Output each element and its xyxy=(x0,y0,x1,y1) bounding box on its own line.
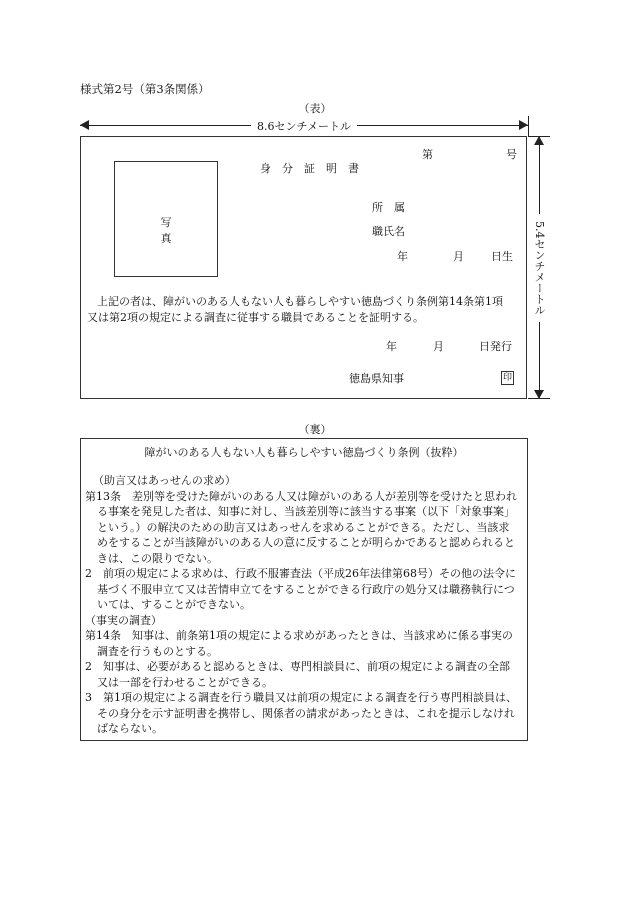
seal-icon: 印 xyxy=(502,373,512,383)
issuer-label: 徳島県知事 xyxy=(349,372,404,385)
article-14-paragraph-2: 2 知事は、必要があると認めるときは、専門相談員に、前項の規定による調査の全部又は一部を行わせることができる。 xyxy=(85,660,510,689)
ordinance-title: 障がいのある人もない人も暮らしやすい徳島づくり条例（抜粋） xyxy=(144,446,464,459)
photo-box xyxy=(114,161,239,277)
birth-month-label: 月 xyxy=(453,250,464,263)
photo-label: 写 真 xyxy=(160,216,239,245)
back-side-label: （裏） xyxy=(298,423,332,436)
card-number-suffix: 号 xyxy=(506,148,517,161)
height-dimension xyxy=(531,136,547,399)
height-dimension-label: 5.4センチメートル xyxy=(529,214,549,322)
affiliation-label: 所 属 xyxy=(372,201,405,214)
arrow-down-icon xyxy=(534,390,544,399)
arrow-up-icon xyxy=(534,136,544,145)
id-card-back xyxy=(80,438,528,741)
front-side-label: （表） xyxy=(298,102,332,115)
ordinance-excerpt xyxy=(85,473,519,737)
seal-box xyxy=(501,370,514,385)
issue-year-label: 年 xyxy=(386,340,397,353)
article-14-paragraph-3: 3 第1項の規定による調査を行う職員又は前項の規定による調査を行う専門相談員は、その身分を示す証明書を携帯し、関係者の請求があったときは、これを提示しなければならない。 xyxy=(85,691,517,735)
heading-advice: （助言又はあっせんの求め） xyxy=(93,474,236,487)
issue-day-label: 日発行 xyxy=(479,340,512,353)
card-title: 身 分 証 明 書 xyxy=(260,162,359,175)
article-13-paragraph-1: 第13条 差別等を受けた障がいのある人又は障がいのある人が差別等を受けたと思われる事案を発見した者は、知事に対し、当該差別等に該当する事案（以下「対象事案」という。）の解決のための助言又はあっせんを求めることができる。ただし、当該求めをすることが当該障がいのある人の意に反することが明らかであると認められるときは、この限りでない。 xyxy=(85,489,517,565)
certification-text-line1: 上記の者は、障がいのある人もない人も暮らしやすい徳島づくり条例第14条第1項 xyxy=(97,295,503,308)
issue-month-label: 月 xyxy=(433,340,444,353)
heading-investigation: （事実の調査） xyxy=(85,613,162,627)
card-number-prefix: 第 xyxy=(422,148,433,161)
id-card-front xyxy=(80,136,527,399)
width-dimension xyxy=(80,118,528,132)
certification-text-line2: 又は第2項の規定による調査に従事する職員であることを証明する。 xyxy=(87,311,424,324)
article-13-paragraph-2: 2 前項の規定による求めは、行政不服審査法（平成26年法律第68号）その他の法令に基づく不服申立て又は苦情申立てをすることができる行政庁の処分又は職務執行については、することができない。 xyxy=(85,567,516,611)
width-dimension-tick xyxy=(528,116,529,136)
birth-day-label: 日生 xyxy=(491,250,513,263)
article-14-paragraph-1: 第14条 知事は、前条第1項の規定による求めがあったときは、当該求めに係る事実の調査を行うものとする。 xyxy=(85,629,513,658)
width-dimension-label: 8.6センチメートル xyxy=(251,120,357,133)
name-label: 職氏名 xyxy=(372,225,405,238)
birth-year-label: 年 xyxy=(397,250,408,263)
form-number-label: 様式第2号（第3条関係） xyxy=(80,82,210,96)
